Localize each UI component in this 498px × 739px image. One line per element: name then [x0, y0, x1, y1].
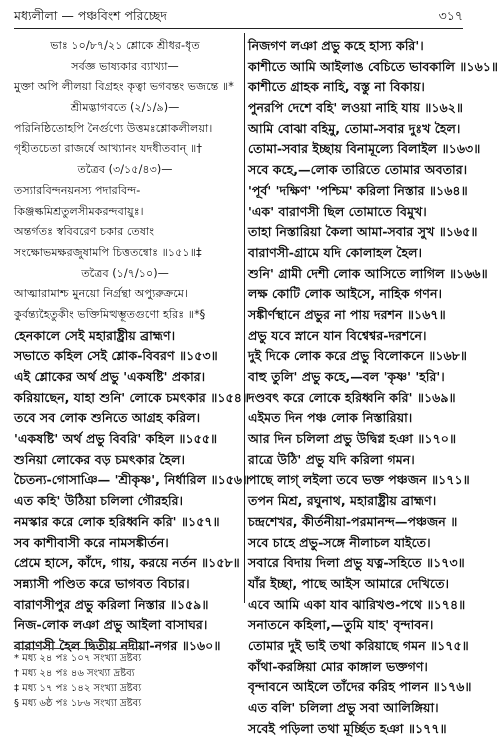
verse-line: রাত্রে উঠি' প্রভু যদি করিলা গমন।	[248, 451, 415, 467]
verse-line: তবে সব লোক শুনিতে আগ্রহ করিল।	[14, 410, 201, 426]
verse-line: প্রভু যবে স্নানে যান বিশ্বেশ্বর-দরশনে।	[248, 327, 427, 343]
sanskrit-verse-line: অন্তর্গতঃ স্ববিবরেণ চকার তেষাং	[14, 225, 155, 239]
verse-line: লক্ষ কোটি লোক আইসে, নাহিক গণন।	[248, 286, 442, 302]
sanskrit-verse-line: গৃহীতচেতা রাজর্ষে আখ্যানং যদধীতবান্ ॥†	[14, 142, 202, 156]
verse-line: সব কাশীবাসী করে নামসঙ্কীর্তন।	[14, 534, 169, 550]
verse-line: দণ্ডবৎ করে লোকে হরিধ্বনি করি' ॥১৬৯॥	[248, 389, 456, 405]
chapter-title: মধ্যলীলা — পঞ্চবিংশ পরিচ্ছেদ	[14, 8, 167, 23]
footnote: * মধ্য ২৪ পঃ ১০৭ সংখ্যা দ্রষ্টব্য	[14, 653, 142, 664]
verse-line: চৈতন্য-গোসাঞি— 'শ্রীকৃষ্ণ', নির্ধারিল ॥১৫৬॥	[14, 472, 250, 488]
footnote: § মধ্য ৬ষ্ঠ পঃ ১৮৬ সংখ্যা দ্রষ্টব্য	[14, 698, 142, 709]
sanskrit-verse-line: কিঞ্জল্কমিশ্রতুলসীমকরন্দবায়ুঃ।	[14, 204, 144, 218]
sanskrit-verse-line: শ্রীমদ্ভাগবতে (২/১/৯)—	[70, 101, 180, 115]
sanskrit-verse-line: তস্যারবিন্দনয়নস্য পদারবিন্দ-	[14, 183, 141, 197]
verse-line: কাশীতে আমি আইলাঙ বেচিতে ভাবকালি ॥১৬১॥	[248, 58, 498, 74]
verse-line: সবে চাহে প্রভু-সঙ্গে নীলাচল যাইতে।	[248, 534, 431, 550]
verse-line: বারাণসী-গ্রামে যদি কোলাহল হৈল।	[248, 244, 422, 260]
verse-line: সবে কহে,—লোক তারিতে তোমার অবতার।	[248, 162, 468, 178]
sanskrit-verse-line: পরিনিষ্ঠিতোহপি নৈর্গুণ্যে উত্তমঃশ্লোকলীলয়া।	[14, 121, 213, 135]
verse-line: এত বলি' চলিলা প্রভু সবা আলিঙ্গিয়া।	[248, 700, 439, 715]
verse-line: এত কহি' উঠিয়া চলিলা গৌরহরি।	[14, 493, 184, 509]
footnote: † মধ্য ২৪ পঃ ৪৬ সংখ্যা দ্রষ্টব্য	[14, 668, 135, 679]
verse-line: তাহা নিস্তারিয়া কৈলা আমা-সবার সুখ ॥১৬৫॥	[248, 224, 478, 240]
verse-line: তোমা-সবার ইচ্ছায় বিনামূল্যে বিলাইল ॥১৬৩॥	[248, 141, 481, 157]
verse-line: দুই দিকে লোক করে প্রভু বিলোকনে ॥১৬৮॥	[248, 348, 467, 364]
verse-line: তপন মিশ্র, রঘুনাথ, মহারাষ্ট্রীয় ব্রাহ্মণ।	[248, 493, 437, 509]
verse-line: শুনিয়া লোকের বড় চমৎকার হৈল।	[14, 451, 186, 467]
verse-line: করিয়াছেন, যাহা শুনি' লোকে চমৎকার ॥১৫৪॥	[14, 389, 250, 405]
sanskrit-verse-line: কুর্বন্ত্যহৈতুকীং ভক্তিমিত্থম্ভূতগুণো হরিঃ ॥*§	[14, 307, 206, 321]
verse-line: বাহু তুলি' প্রভু কহে,—বল 'কৃষ্ণ' 'হরি'।	[248, 369, 445, 384]
verse-line: সন্ন্যাসী পণ্ডিত করে ভাগবত বিচার।	[14, 575, 190, 591]
footnote: ‡ মধ্য ১৭ পঃ ১৪২ সংখ্যা দ্রষ্টব্য	[14, 683, 142, 694]
verse-line: আর দিন চলিলা প্রভু উদ্বিগ্ন হঞা ॥১৭০॥	[248, 431, 457, 447]
verse-line: হেনকালে সেই মহারাষ্ট্রীয় ব্রাহ্মণ।	[14, 327, 176, 343]
verse-line: সবেই পড়িলা তথা মূর্চ্ছিত হঞা ॥১৭৭॥	[248, 720, 447, 736]
running-header	[14, 6, 463, 28]
sanskrit-verse-line: সর্বজ্ঞ ভাষ্যকার ব্যাখ্যা—	[71, 59, 179, 73]
verse-line: 'এক' বারাণসী ছিল তোমাতে বিমুখ।	[248, 203, 427, 219]
verse-line: 'একষষ্টি' অর্থ প্রভু বিবরি' কহিল ॥১৫৫॥	[14, 431, 218, 447]
verse-line: নিজ-লোক লঞা প্রভু আইলা বাসাঘর।	[14, 617, 208, 633]
verse-line: সনাতনে কহিলা,—তুমি যাহ' বৃন্দাবন।	[248, 617, 434, 633]
sanskrit-verse-line: মুক্তা অপি লীলয়া বিগ্রহং কৃত্বা ভগবন্তং ভজন্তে ॥*	[14, 80, 234, 94]
verse-line: চন্দ্রশেখর, কীর্তনীয়া-পরমানন্দ—পঞ্চজন ॥	[248, 513, 458, 529]
page-number: ৩১৭	[438, 8, 463, 23]
verse-line: পাছে লাগ্ লইলা তবে ভক্ত পঞ্চজন ॥১৭১॥	[248, 472, 470, 488]
verse-line: নিজগণ লঞা প্রভু কহে হাস্য করি'।	[248, 38, 424, 53]
footnotes	[14, 651, 236, 711]
sanskrit-verse-line: ভাঃ ১০/৮৭/২১ শ্লোকে শ্রীধর-ধৃত	[50, 39, 200, 52]
verse-line: সঙ্কীর্ণস্থানে প্রভুর না পায় দরশন ॥১৬৭॥	[248, 306, 446, 322]
sanskrit-verse-line: তত্রৈব (১/৭/১০)—	[81, 266, 169, 280]
verse-line: সভাতে কহিল সেই শ্লোক-বিবরণ ॥১৫৩॥	[14, 348, 218, 364]
sanskrit-verse-line: আত্মারামাশ্চ মুনয়ো নির্গ্রন্থা অপ্যুরুক্রমে।	[14, 287, 188, 301]
header-rule	[14, 28, 463, 29]
verse-line: বারাণসী হৈল দ্বিতীয় নদীয়া-নগর ॥১৬০॥	[14, 637, 221, 653]
column-divider	[244, 33, 245, 603]
right-column	[248, 36, 498, 739]
footnote-rule	[14, 648, 144, 649]
verse-line: বৃন্দাবনে আইলে তাঁদের করিহ পালন ॥১৭৬॥	[248, 679, 472, 695]
verse-line: 'পূর্ব' 'দক্ষিণ' 'পশ্চিম' করিলা নিস্তার ॥১৬৪॥	[248, 182, 468, 198]
verse-line: বারাণসীপুর প্রভু করিলা নিস্তার ॥১৫৯॥	[14, 596, 209, 612]
verse-line: প্রেমে হাসে, কাঁদে, গায়, করয়ে নর্তন ॥১৫৮॥	[14, 555, 240, 571]
sanskrit-verse-line: তত্রৈব (৩/১৫/৪৩)—	[77, 163, 173, 177]
verse-line: আমি বোঝা বহিমু, তোমা-সবার দুঃখ হৈল।	[248, 120, 461, 136]
left-column	[14, 36, 250, 657]
verse-line: এইমত দিন পঞ্চ লোক নিস্তারিয়া।	[248, 410, 413, 426]
verse-line: কাঁথা-করঙ্গিয়া মোর কাঙ্গাল ভক্তগণ।	[248, 658, 428, 674]
verse-line: নমস্কার করে লোক হরিধ্বনি করি' ॥১৫৭॥	[14, 513, 220, 529]
verse-line: এই শ্লোকের অর্থ প্রভু 'একষষ্টি' প্রকার।	[14, 369, 206, 384]
verse-line: যাঁর ইচ্ছা, পাছে আইস আমারে দেখিতে।	[248, 575, 450, 591]
verse-line: সবারে বিদায় দিলা প্রভু যত্ন-সহিতে ॥১৭৩॥	[248, 555, 465, 571]
verse-line: তোমার দুই ভাই তথা করিয়াছে গমন ॥১৭৫॥	[248, 637, 469, 653]
verse-line: এবে আমি একা যাব ঝারিখণ্ড-পথে ॥১৭৪॥	[248, 596, 466, 612]
sanskrit-verse-line: সংক্ষোভমক্ষরজুষামপি চিত্ততন্বোঃ ॥১৫১॥‡	[14, 245, 202, 259]
verse-line: পুনরপি দেশে বহি' লওয়া নাহি যায় ॥১৬২॥	[248, 100, 464, 116]
verse-line: কাশীতে গ্রাহক নাহি, বস্তু না বিকায়।	[248, 79, 425, 95]
verse-line: শুনি' গ্রামী দেশী লোক আসিতে লাগিল ॥১৬৬॥	[248, 265, 488, 281]
